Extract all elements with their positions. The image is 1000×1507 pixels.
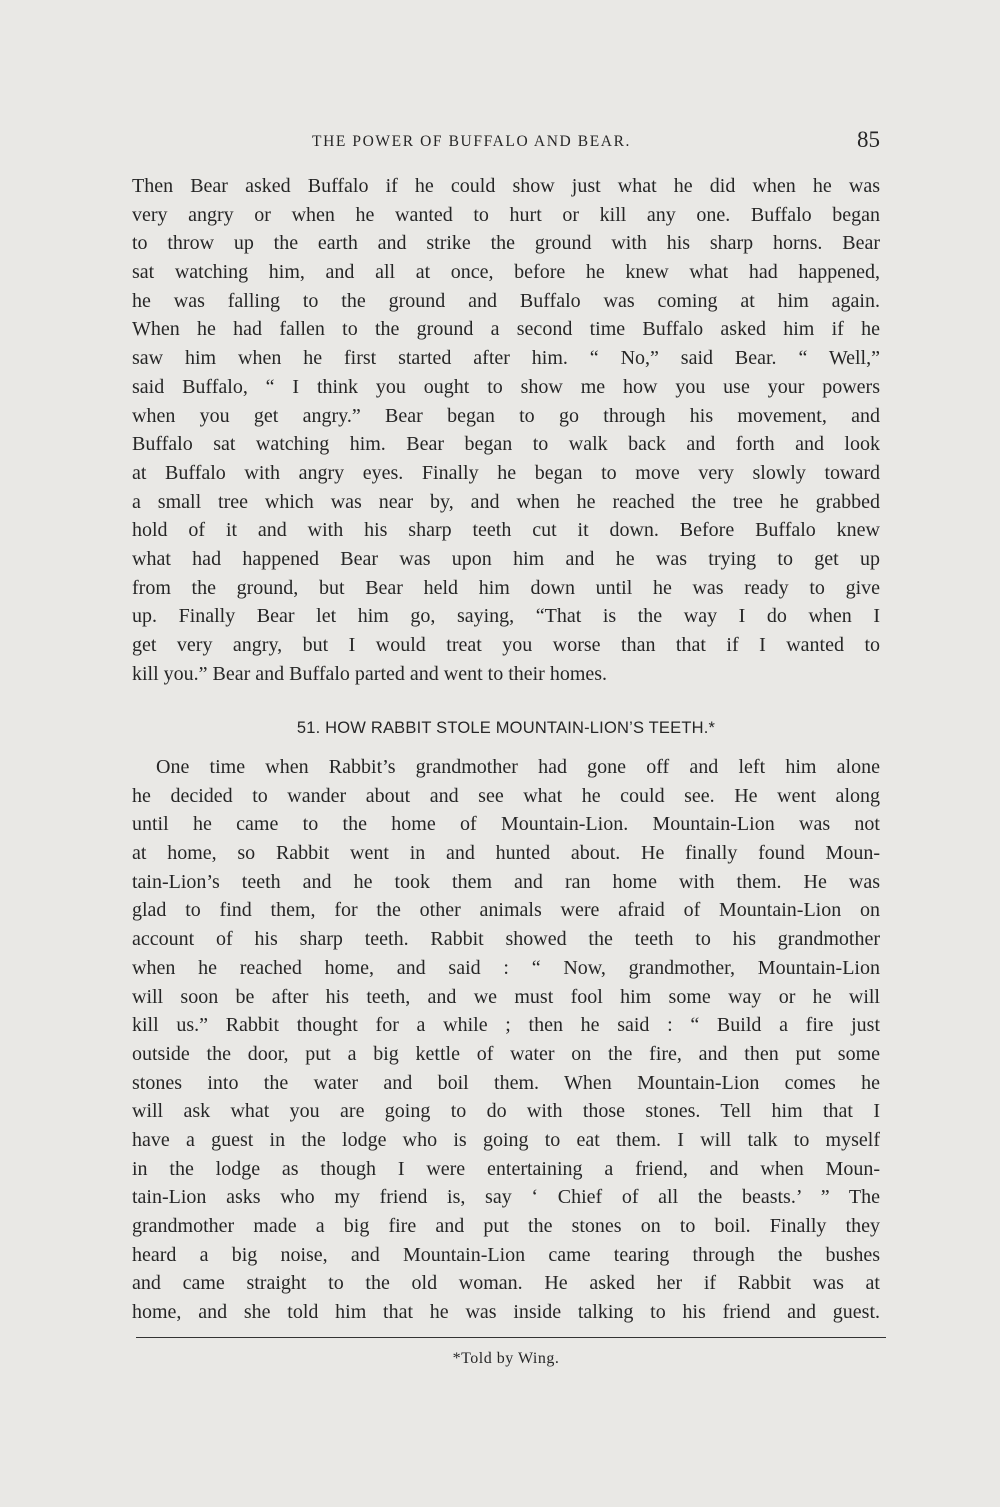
text-line: Buffalo sat watching him. Bear began to walk back and forth and look (132, 433, 880, 456)
text-line: stones into the water and boil them. When Mountain-Lion comes he (132, 1071, 880, 1094)
text-line: kill us.” Rabbit thought for a while ; then he said : “ Build a fire just (132, 1014, 880, 1037)
footnote-rule (136, 1337, 886, 1338)
text-line: until he came to the home of Mountain-Lion. Mountain-Lion was not (132, 813, 880, 836)
text-line: sat watching him, and all at once, before he knew what had happened, (132, 261, 880, 284)
text-line: grandmother made a big fire and put the stones on to boil. Finally they (132, 1215, 880, 1237)
text-line: heard a big noise, and Mountain-Lion came tearing through the bushes (132, 1243, 880, 1266)
text-line: will soon be after his teeth, and we must fool him some way or he will (132, 985, 880, 1008)
text-line: account of his sharp teeth. Rabbit showed the teeth to his grandmother (132, 928, 880, 951)
section-heading: 51. HOW RABBIT STOLE MOUNTAIN-LION’S TEETH.* (296, 719, 716, 737)
section-paragraph (132, 753, 880, 1327)
text-line: he decided to wander about and see what he could see. He went along (132, 784, 880, 807)
text-line: at home, so Rabbit went in and hunted about. He finally found Moun- (132, 842, 880, 865)
text-line: and came straight to the old woman. He asked her if Rabbit was at (132, 1272, 880, 1295)
text-line: get very angry, but I would treat you worse than that if I wanted to (132, 634, 880, 656)
text-line: One time when Rabbit’s grandmother had gone off and left him alone (156, 756, 880, 778)
footnote: *Told by Wing. (452, 1350, 560, 1367)
text-line: to throw up the earth and strike the ground with his sharp horns. Bear (132, 232, 880, 255)
text-line: saw him when he first started after him. “ No,” said Bear. “ Well,” (132, 347, 880, 370)
text-line: tain-Lion asks who my friend is, say ‘ Chief of all the beasts.’ ” The (132, 1186, 880, 1209)
text-line: said Buffalo, “ I think you ought to show me how you use your powers (132, 375, 880, 398)
text-line: what had happened Bear was upon him and he was trying to get up (132, 547, 880, 570)
text-line: very angry or when he wanted to hurt or kill any one. Buffalo began (132, 203, 880, 226)
text-line: outside the door, put a big kettle of water on the fire, and then put some (132, 1042, 880, 1065)
text-line: kill you.” Bear and Buffalo parted and went to their homes. (132, 662, 608, 685)
text-line: tain-Lion’s teeth and he took them and ran home with them. He was (132, 870, 880, 893)
text-line: home, and she told him that he was inside talking to his friend and guest. (132, 1301, 880, 1324)
text-line: in the lodge as though I were entertaining a friend, and when Moun- (132, 1157, 880, 1180)
running-head (132, 127, 880, 157)
text-line: When he had fallen to the ground a second time Buffalo asked him if he (132, 318, 880, 341)
text-line: from the ground, but Bear held him down until he was ready to give (132, 576, 880, 599)
text-line: a small tree which was near by, and when he reached the tree he grabbed (132, 490, 880, 513)
running-title: THE POWER OF BUFFALO AND BEAR. (312, 133, 631, 150)
text-line: up. Finally Bear let him go, saying, “That is the way I do when I (132, 605, 880, 628)
page-number: 85 (857, 127, 880, 152)
text-line: he was falling to the ground and Buffalo was coming at him again. (132, 289, 880, 312)
text-line: at Buffalo with angry eyes. Finally he began to move very slowly toward (132, 461, 880, 484)
text-line: have a guest in the lodge who is going to eat them. I will talk to myself (132, 1128, 880, 1151)
text-line: will ask what you are going to do with those stones. Tell him that I (132, 1100, 880, 1123)
text-line: hold of it and with his sharp teeth cut it down. Before Buffalo knew (132, 519, 880, 542)
text-line: when you get angry.” Bear began to go through his movement, and (132, 404, 880, 427)
text-line: Then Bear asked Buffalo if he could show just what he did when he was (132, 175, 880, 197)
story-ending-paragraph (132, 172, 880, 688)
text-line: glad to find them, for the other animals were afraid of Mountain-Lion on (132, 899, 880, 922)
text-line: when he reached home, and said : “ Now, grandmother, Mountain-Lion (132, 956, 880, 979)
